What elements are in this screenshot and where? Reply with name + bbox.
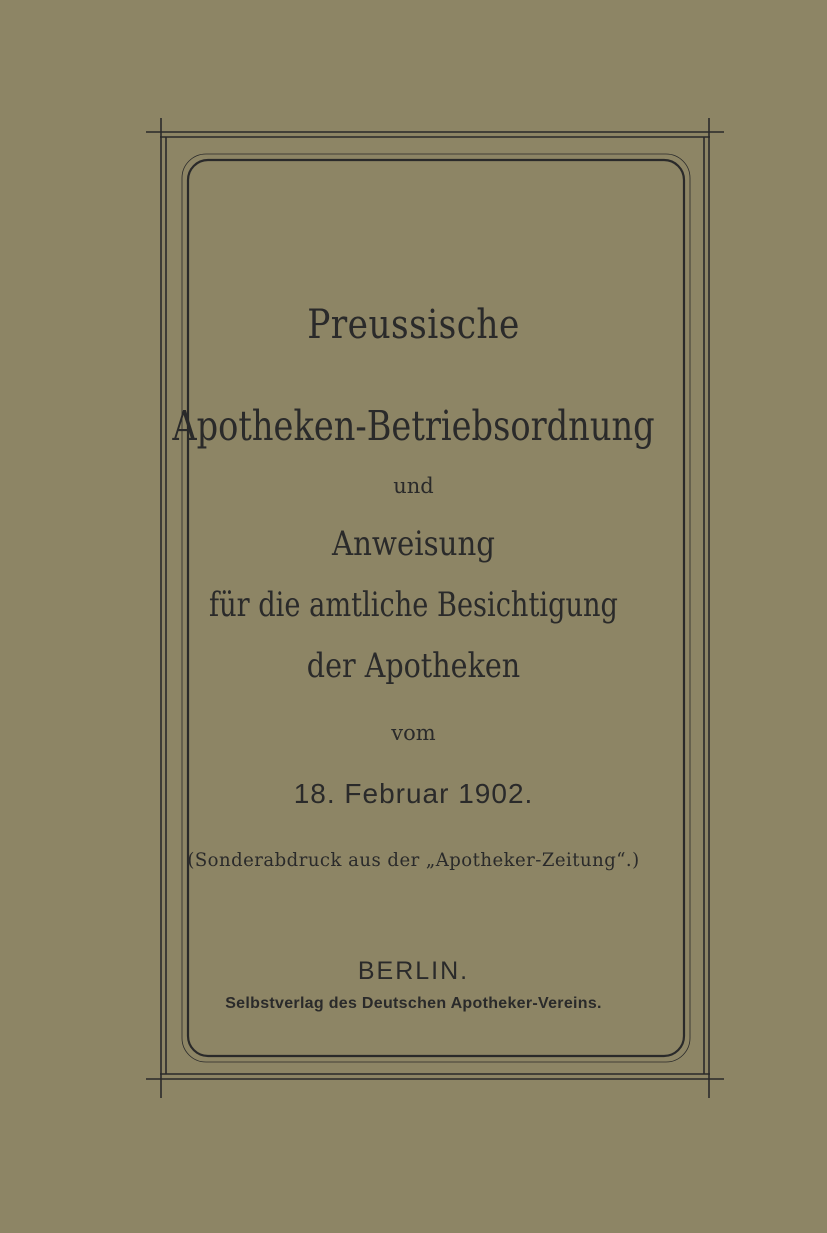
reprint-note: (Sonderabdruck aus der „Apotheker-Zeitung“.): [187, 849, 640, 871]
title-line-4: für die amtliche Besichtigung: [209, 585, 618, 625]
publisher: Selbstverlag des Deutschen Apotheker-Vereins.: [225, 995, 602, 1012]
title-line-5: der Apotheken: [306, 646, 521, 686]
date-prefix: vom: [391, 721, 436, 745]
title-line-2: Apotheken-Betriebsordnung: [172, 402, 655, 450]
publication-date: 18. Februar 1902.: [293, 778, 534, 809]
title-line-3: Anweisung: [331, 524, 496, 564]
title-line-1: Preussische: [307, 302, 520, 348]
conjunction: und: [393, 474, 434, 498]
publication-city: BERLIN.: [357, 957, 470, 985]
